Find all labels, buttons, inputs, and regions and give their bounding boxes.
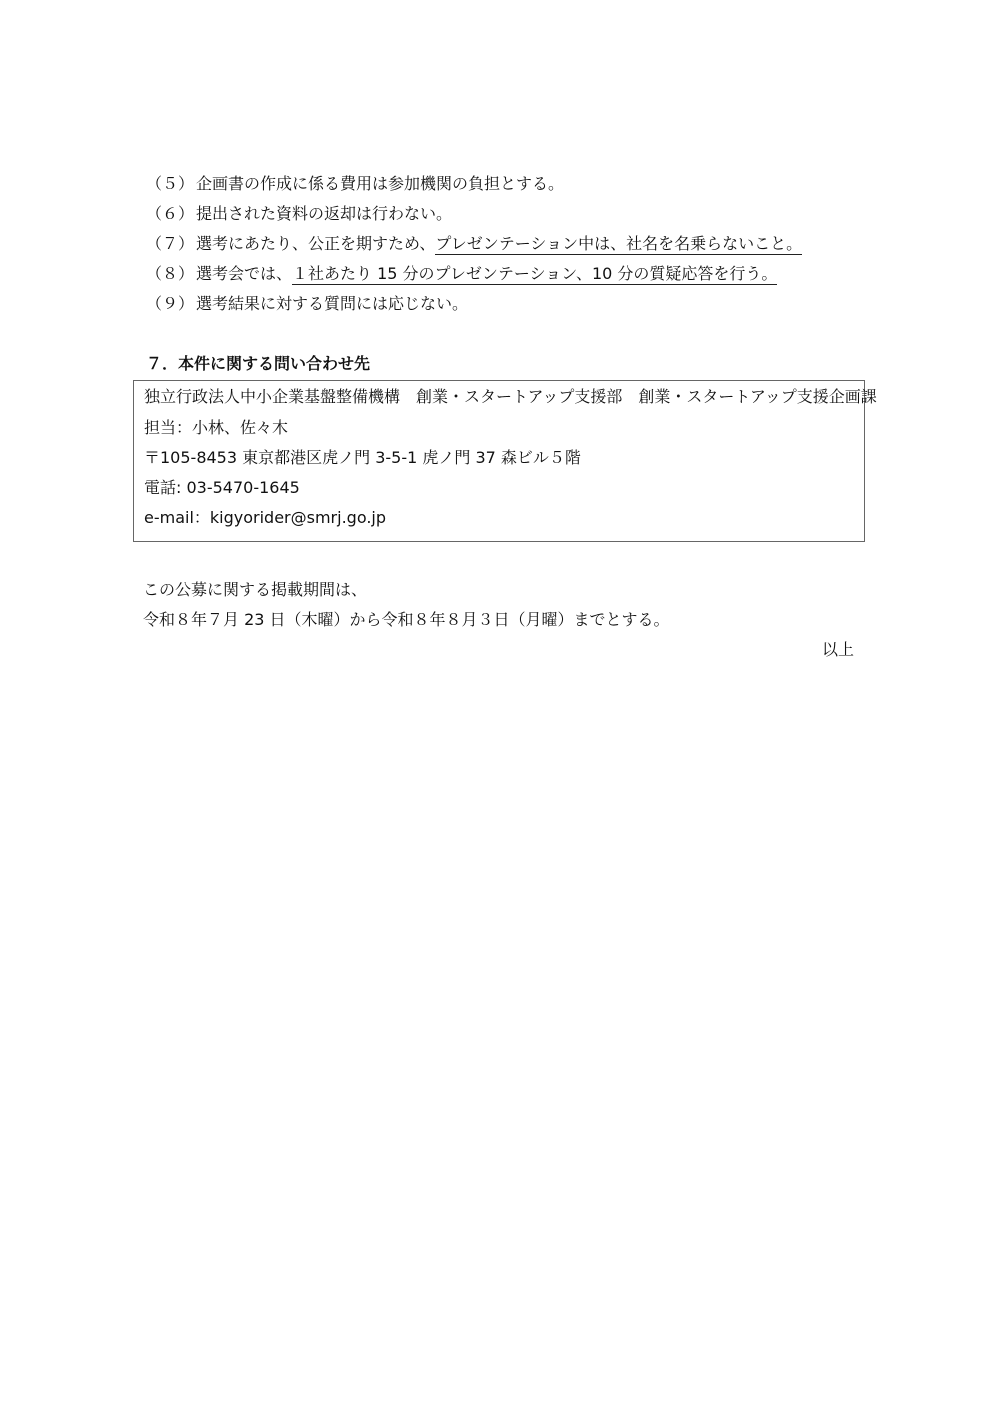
- item-text: 選考会では、: [196, 264, 293, 283]
- item-text-underlined: プレゼンテーション中は、社名を名乗らないこと。: [435, 234, 803, 253]
- contact-box: [133, 380, 877, 542]
- item-text: 選考結果に対する質問には応じない。: [196, 294, 469, 313]
- item-text: 提出された資料の返却は行わない。: [196, 204, 453, 223]
- list-item-8: [146, 263, 777, 285]
- contact-address: 〒105-8453 東京都港区虎ノ門 3-5-1 虎ノ門 37 森ビル５階: [144, 448, 581, 467]
- item-number: （７）: [146, 234, 195, 253]
- list-item-5: [146, 173, 564, 195]
- item-number: （９）: [146, 294, 195, 313]
- contact-email[interactable]: e-mail：kigyorider@smrj.go.jp: [144, 508, 387, 527]
- section-heading-contact: ７．本件に関する問い合わせ先: [146, 354, 371, 373]
- list-item-9: [146, 293, 468, 315]
- contact-person: 担当：小林、佐々木: [144, 418, 289, 437]
- item-number: （５）: [146, 174, 195, 193]
- list-item-7: [146, 233, 802, 255]
- notice-line-1: この公募に関する掲載期間は、: [143, 580, 368, 599]
- item-text: 選考にあたり、公正を期すため、: [196, 234, 436, 253]
- list-item-6: [146, 203, 452, 225]
- item-number: （６）: [146, 204, 195, 223]
- closing-text: 以上: [822, 640, 855, 659]
- contact-phone: 電話: 03-5470-1645: [144, 478, 300, 497]
- item-number: （８）: [146, 264, 195, 283]
- contact-organization: 独立行政法人中小企業基盤整備機構 創業・スタートアップ支援部 創業・スタートアップ支援企画課: [144, 387, 877, 406]
- notice-line-2: 令和８年７月 23 日（木曜）から令和８年８月３日（月曜）までとする。: [143, 610, 670, 629]
- item-text-underlined: １社あたり 15 分のプレゼンテーション、10 分の質疑応答を行う。: [292, 264, 778, 283]
- item-text: 企画書の作成に係る費用は参加機関の負担とする。: [196, 174, 565, 193]
